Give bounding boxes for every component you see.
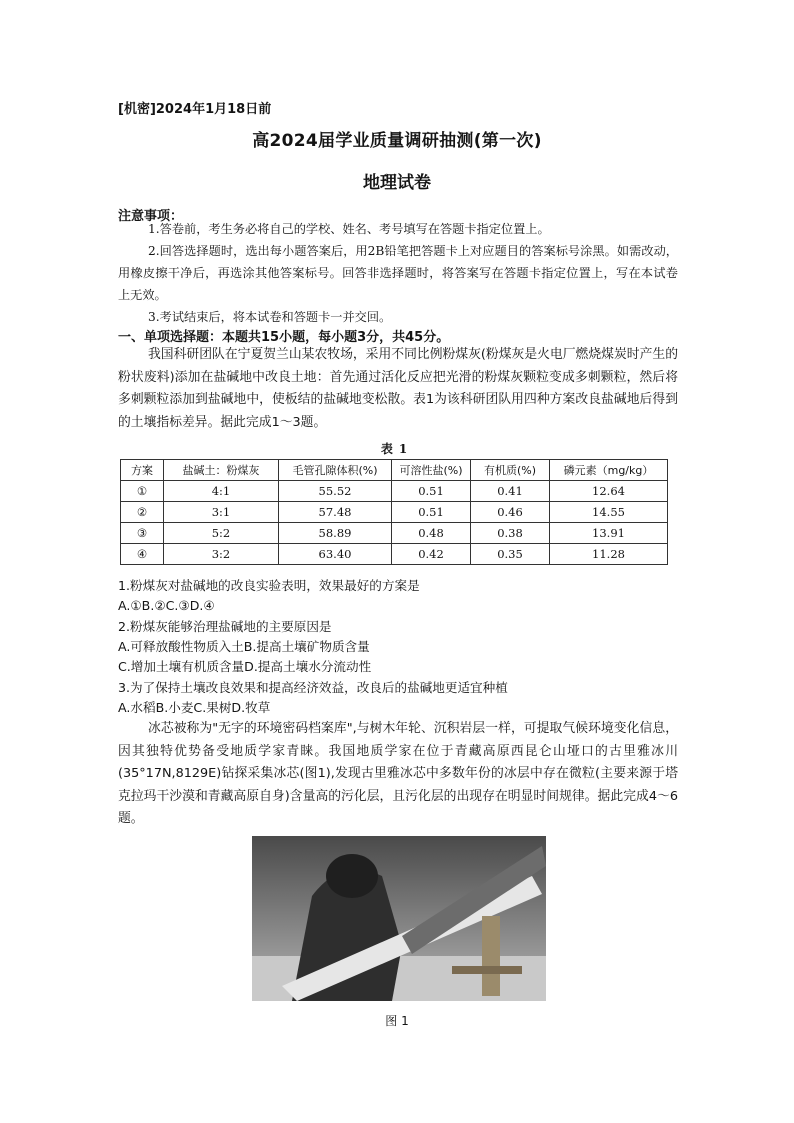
table-cell: ③	[121, 523, 164, 544]
table-cell: 0.35	[471, 544, 550, 565]
table-cell: 63.40	[279, 544, 392, 565]
table-header-cell: 毛管孔隙体积(%)	[279, 460, 392, 481]
table-cell: 11.28	[550, 544, 668, 565]
table-header-cell: 可溶性盐(%)	[392, 460, 471, 481]
table-header-row	[121, 460, 668, 481]
table-row	[121, 502, 668, 523]
table-cell: 14.55	[550, 502, 668, 523]
section-heading: 一、单项选择题：本题共15小题，每小题3分，共45分。	[118, 330, 450, 345]
notice-item-3: 3.考试结束后，将本试卷和答题卡一并交回。	[148, 310, 392, 324]
passage-2: 冰芯被称为"无字的环境密码档案库",与树木年轮、沉积岩层一样，可提取气候环境变化信息，因其独特优势备受地质学家青睐。我国地质学家在位于青藏高原西昆仑山垭口的古里雅冰川(35°17N,8129E)钻探采集冰芯(图1),发现古里雅冰芯中多数年份的冰层中存在微粒(主要来源于塔克拉玛干沙漠和青藏高原自身)含量高的污化层，且污化层的出现存在明显时间规律。据此完成4～6题。	[118, 721, 678, 826]
table-header-cell: 方案	[121, 460, 164, 481]
question-1-options: A.①B.②C.③D.④	[118, 598, 215, 613]
table-row	[121, 523, 668, 544]
question-3: 3.为了保持土壤改良效果和提高经济效益，改良后的盐碱地更适宜种植	[118, 680, 508, 695]
table-cell: 3:2	[164, 544, 279, 565]
table-row	[121, 544, 668, 565]
table-cell: 13.91	[550, 523, 668, 544]
notice-heading: 注意事项：	[118, 209, 184, 224]
notice-item-1: 1.答卷前，考生务必将自己的学校、姓名、考号填写在答题卡指定位置上。	[148, 222, 550, 236]
table-cell: 0.51	[392, 481, 471, 502]
table-header-cell: 磷元素（mg/kg）	[550, 460, 668, 481]
table-cell: ①	[121, 481, 164, 502]
table-cell: 0.48	[392, 523, 471, 544]
table-cell: 55.52	[279, 481, 392, 502]
table-caption: 表1	[380, 442, 414, 456]
table-cell: 58.89	[279, 523, 392, 544]
table-cell: 3:1	[164, 502, 279, 523]
table-cell: 57.48	[279, 502, 392, 523]
confidential-label: [机密]2024年1月18日前	[118, 102, 272, 117]
passage-1: 我国科研团队在宁夏贺兰山某农牧场，采用不同比例粉煤灰(粉煤灰是火电厂燃烧煤炭时产生的粉状废料)添加在盐碱地中改良土地：首先通过活化反应把光滑的粉煤灰颗粒变成多刺颗粒，然后将多刺颗粒添加到盐碱地中，使板结的盐碱地变松散。表1为该科研团队用四种方案改良盐碱地后得到的土壤指标差异。据此完成1～3题。	[118, 347, 678, 430]
question-1: 1.粉煤灰对盐碱地的改良实验表明，效果最好的方案是	[118, 578, 420, 593]
table-cell: ④	[121, 544, 164, 565]
table-cell: 0.41	[471, 481, 550, 502]
table-cell: 4:1	[164, 481, 279, 502]
table-cell: 0.42	[392, 544, 471, 565]
figure-caption: 图 1	[385, 1014, 409, 1028]
exam-title: 高2024届学业质量调研抽测(第一次)	[252, 131, 542, 151]
table-cell: 12.64	[550, 481, 668, 502]
table-cell: 5:2	[164, 523, 279, 544]
question-2: 2.粉煤灰能够治理盐碱地的主要原因是	[118, 619, 332, 634]
question-2-options-cd: C.增加土壤有机质含量D.提高土壤水分流动性	[118, 659, 372, 674]
question-2-options-ab: A.可释放酸性物质入土B.提高土壤矿物质含量	[118, 639, 370, 654]
notice-item-2: 2.回答选择题时，选出每小题答案后，用2B铅笔把答题卡上对应题目的答案标号涂黑。如需改动，用橡皮擦干净后，再选涂其他答案标号。回答非选择题时，将答案写在答题卡指定位置上，写在本试卷上无效。	[118, 244, 678, 302]
table-cell: 0.46	[471, 502, 550, 523]
ice-core-photo-graphic	[252, 836, 546, 1001]
exam-subtitle: 地理试卷	[363, 173, 431, 193]
table-cell: 0.51	[392, 502, 471, 523]
ice-core-photo	[252, 836, 546, 1001]
table-header-cell: 有机质(%)	[471, 460, 550, 481]
table-cell: ②	[121, 502, 164, 523]
soil-table	[120, 459, 668, 565]
table-header-cell: 盐碱土：粉煤灰	[164, 460, 279, 481]
table-row	[121, 481, 668, 502]
table-cell: 0.38	[471, 523, 550, 544]
question-3-options: A.水稻B.小麦C.果树D.牧草	[118, 700, 271, 715]
